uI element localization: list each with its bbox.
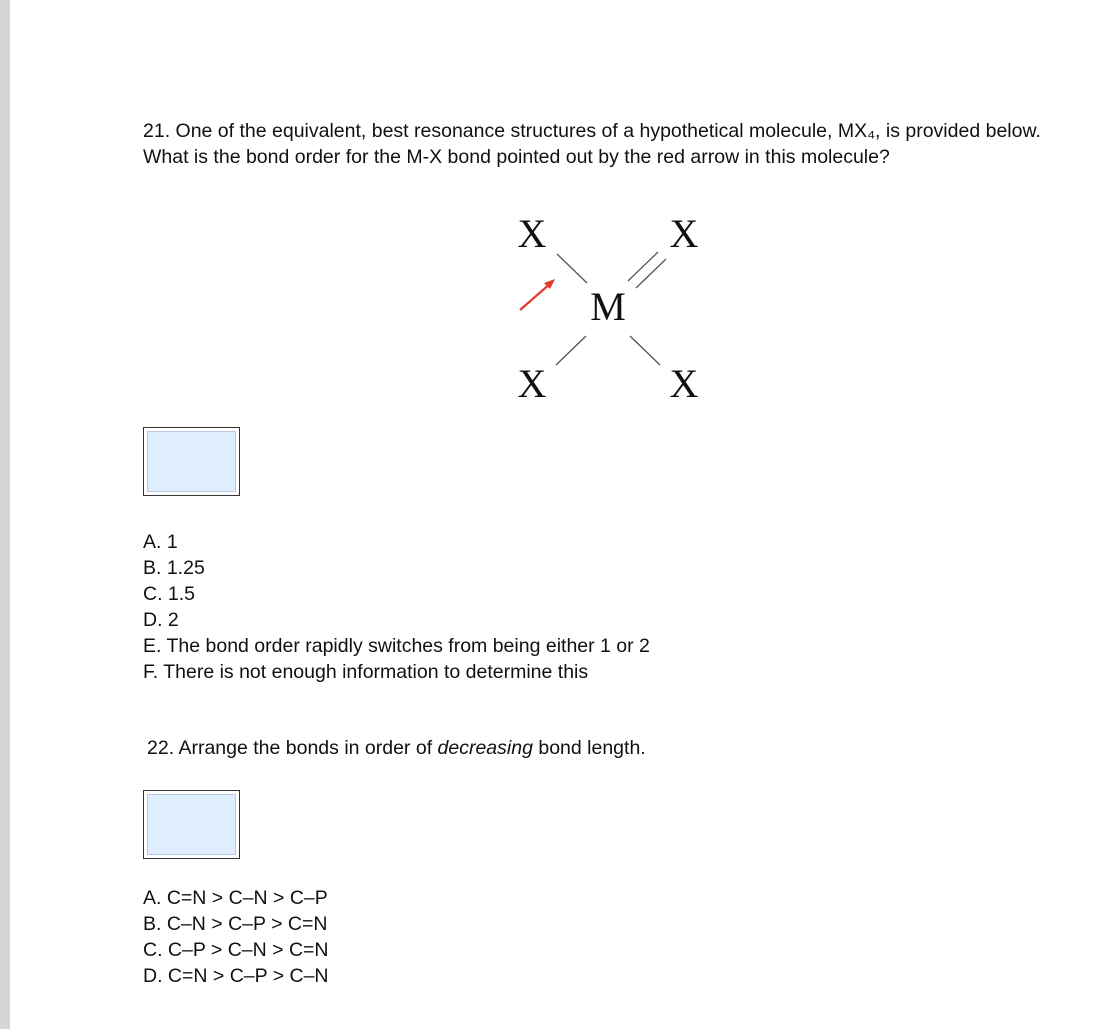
question-22-text: [147, 735, 1047, 761]
choice-21-a: A. 1: [143, 531, 178, 553]
question-22-emphasis: decreasing: [437, 737, 533, 759]
choice-22-c: C. C–P > C–N > C=N: [143, 939, 329, 961]
red-arrow-shaft: [520, 283, 551, 310]
choice-21-e: E. The bond order rapidly switches from being either 1 or 2: [143, 635, 650, 657]
bond-single-bottom-left: [556, 336, 586, 365]
choice-21-c: C. 1.5: [143, 583, 196, 605]
atom-m-center: M: [590, 284, 626, 329]
bond-single-bottom-right: [630, 336, 660, 365]
atom-x-top-right: X: [669, 211, 699, 256]
atom-x-bottom-left: X: [517, 361, 547, 406]
atom-x-top-left: X: [517, 211, 547, 256]
choice-22-a: A. C=N > C–N > C–P: [143, 887, 328, 909]
choice-22-d: D. C=N > C–P > C–N: [143, 965, 329, 987]
choice-21-d: D. 2: [143, 609, 179, 631]
atom-x-bottom-right: X: [669, 361, 699, 406]
answer-input-22[interactable]: [143, 790, 240, 859]
choice-21-b: B. 1.25: [143, 557, 205, 579]
question-21-text: 21. One of the equivalent, best resonance structures of a hypothetical molecule, MX₄, is provided below. What is the bond order for the M-X bond pointed out by the red arrow in this molecule?: [143, 120, 1041, 168]
choice-21-f: F. There is not enough information to determine this: [143, 661, 589, 683]
bond-double-top-right-line1: [628, 252, 658, 281]
choice-22-b: B. C–N > C–P > C=N: [143, 913, 328, 935]
question-22-choices: [143, 885, 329, 989]
question-22-prefix: 22. Arrange the bonds in order of: [147, 737, 438, 759]
answer-input-21[interactable]: [143, 427, 240, 496]
question-21-choices: [143, 529, 650, 685]
bond-double-top-right-line2: [636, 259, 666, 288]
question-22-suffix: bond length.: [532, 737, 646, 759]
bond-single-top-left: [557, 254, 587, 283]
